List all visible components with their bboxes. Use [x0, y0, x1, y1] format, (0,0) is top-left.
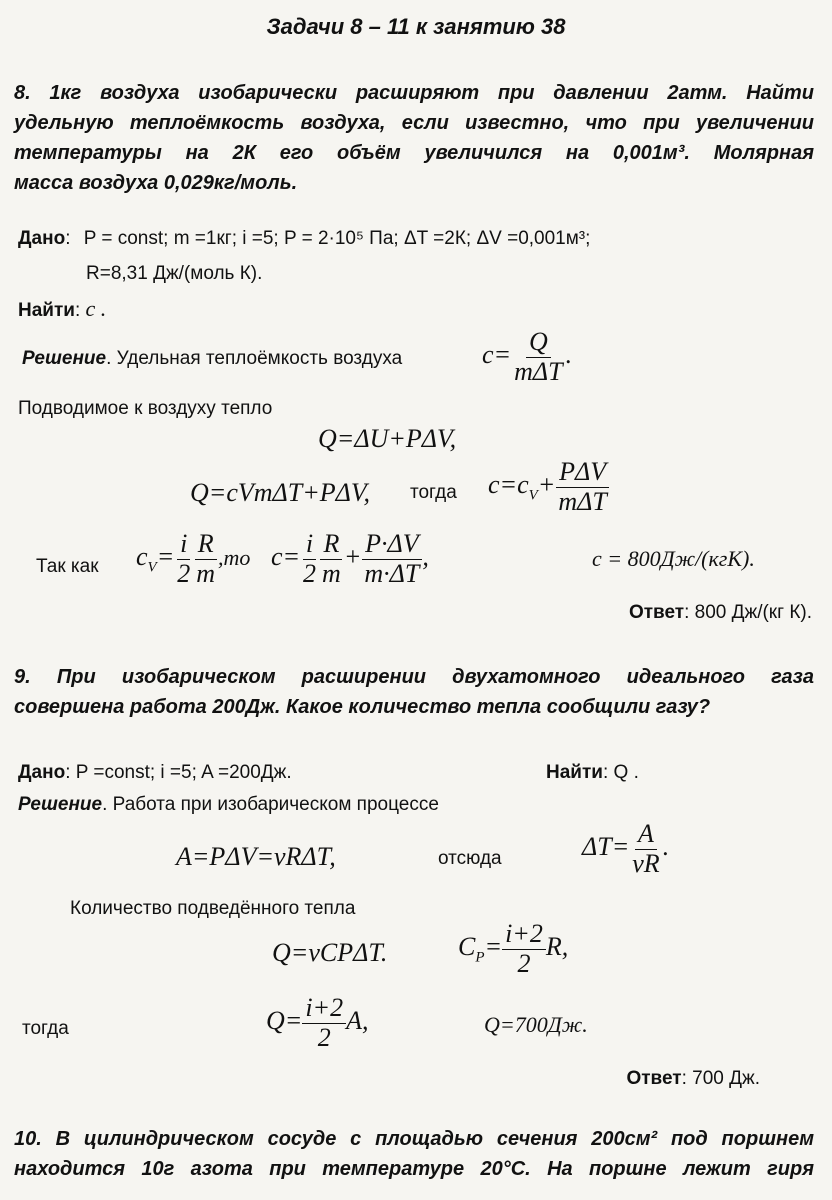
formula-q: Q=ΔU+PΔV, — [318, 424, 457, 453]
find-value: : Q . — [602, 762, 639, 783]
heat-text-9: Количество подведённого тепла — [70, 898, 356, 919]
find-label: Найти — [546, 762, 603, 783]
since-text: Так как — [36, 556, 99, 577]
answer-value: : 700 Дж. — [681, 1068, 760, 1089]
find-value: c . — [85, 296, 107, 321]
formula-cp: $C_P=$ $\frac{i+2}{2}$ R, — [458, 919, 569, 978]
statement-line: совершена работа 200Дж. Какое количество тепла сообщили газу? — [14, 696, 711, 718]
given-label: Дано — [18, 228, 66, 249]
heat-text: Подводимое к воздуху тепло — [18, 398, 273, 419]
formula-q2: Q=cVmΔT+PΔV, — [190, 478, 370, 507]
answer-9 — [626, 1068, 760, 1090]
formula-c2: $c=c_V+$ $\frac{\text{PΔV}}{\text{mΔT}}$ — [488, 458, 610, 516]
find-block: Найти: c . — [18, 296, 107, 321]
given-block-9 — [18, 762, 292, 784]
answer-label: Ответ — [628, 602, 685, 623]
statement-line: находится 10г азота при температуре 20°С. На поршне лежит гиря — [14, 1158, 814, 1180]
formula-heat: Q=νCPΔT. — [272, 938, 388, 967]
formula-work: A=PΔV=νRΔT, — [176, 842, 336, 871]
problem-8-statement — [14, 78, 814, 198]
result-q: Q=700Дж. — [484, 1012, 588, 1037]
given-label: Дано — [18, 762, 66, 783]
then-word-9: тогда — [22, 1018, 69, 1039]
formula-c: c= $\frac{Q}{\text{mΔT}}$ . — [482, 327, 573, 386]
then-word-2: ,то — [218, 545, 251, 571]
solution-text: . Удельная теплоёмкость воздуха — [106, 348, 403, 369]
problem-10-statement — [14, 1124, 814, 1184]
statement-line: 8. 1кг воздуха изобарически расширяют при давлении 2атм. Найти — [14, 82, 814, 104]
solution-text: . Работа при изобарическом процессе — [102, 794, 439, 815]
answer-8 — [629, 602, 812, 624]
solution-label: Решение — [22, 348, 107, 369]
result-c: c = 800Дж/(кгК). — [592, 546, 755, 571]
then-word: тогда — [410, 482, 457, 503]
statement-line: температуры на 2К его объём увеличился на 0,001м³. Молярная — [14, 142, 814, 164]
given-values: P = const; m =1кг; i =5; P = 2·10⁵ Па; ΔT =2К; ΔV =0,001м³; — [83, 228, 591, 249]
find-label: Найти — [18, 300, 75, 321]
statement-line: 9. При изобарическом расширении двухатомного идеального газа — [14, 666, 814, 688]
answer-value: : 800 Дж/(кг К). — [684, 602, 812, 623]
solution-label: Решение — [18, 794, 103, 815]
statement-line: масса воздуха 0,029кг/моль. — [14, 172, 298, 194]
formula-dt: ΔT= $\frac{A}{\nu R}$ . — [582, 819, 670, 878]
solution-line — [22, 348, 402, 370]
answer-label: Ответ — [626, 1068, 682, 1089]
solution-line-9 — [18, 794, 439, 816]
statement-line: удельную теплоёмкость воздуха, если известно, что при увеличении — [14, 112, 814, 134]
formula-cv: $c_V=$ $\frac{i}{2}$ $\frac{R}{m}$ ,то c= $\frac{i}{2}$ $\frac{R}{m}$ + $\frac{P\cdot\Delta V}{m\cdot\Delta T}$ , — [136, 529, 429, 588]
hence-word: отсюда — [438, 848, 502, 869]
page-title: Задачи 8 – 11 к занятию 38 — [266, 14, 566, 39]
problem-9-statement — [14, 662, 814, 722]
statement-line: 10. В цилиндрическом сосуде с площадью сечения 200см² под поршнем — [14, 1128, 814, 1150]
find-block-9 — [546, 762, 639, 784]
given-block: Дано: P = const; m =1кг; i =5; P = 2·10⁵ Па; ΔT =2К; ΔV =0,001м³; — [18, 228, 591, 249]
given-values: : P =const; i =5; A =200Дж. — [65, 762, 292, 783]
formula-q-final: Q= $\frac{i+2}{2}$ A, — [266, 993, 369, 1052]
given-values-line2: R=8,31 Дж/(моль К). — [86, 263, 263, 284]
